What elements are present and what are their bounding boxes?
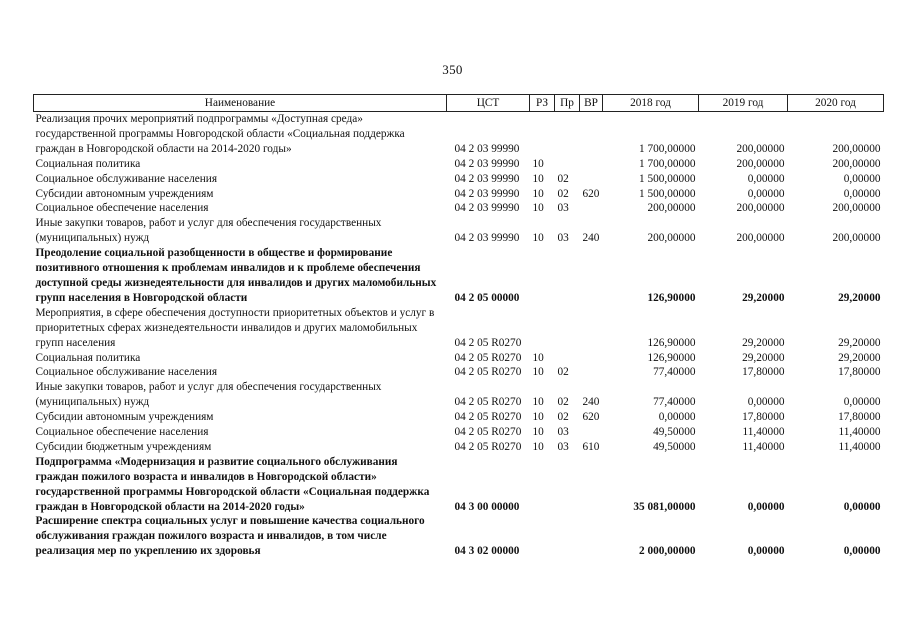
cell-vr: 620 [582,411,600,424]
cell-2018: 126,90000 [647,351,696,364]
page-number: 350 [442,62,463,77]
cell-cst: 04 2 05 R0270 [454,396,522,409]
cell-2018: 49,50000 [653,440,696,453]
cell-rz: 10 [532,396,544,409]
cell-2020: 17,80000 [838,366,881,379]
cell-2020: 200,00000 [832,142,881,155]
table-row [34,455,884,515]
header-2019: 2019 год [699,95,788,112]
header-pr: Пр [555,95,580,112]
cell-cst: 04 2 03 99990 [454,142,520,155]
cell-2020: 200,00000 [832,232,881,245]
cell-rz [530,455,555,515]
cell-pr [555,112,580,157]
table-header-row [34,95,884,112]
table-row [34,112,884,157]
cell-rz [530,306,555,351]
cell-pr: 02 [557,187,569,200]
cell-2019: 29,20000 [742,291,785,304]
cell-pr: 02 [557,411,569,424]
cell-vr [580,425,603,440]
cell-2018: 2 000,00000 [639,545,696,558]
cell-2018: 0,00000 [658,411,696,424]
header-2018: 2018 год [603,95,699,112]
cell-name: Иные закупки товаров, работ и услуг для обеспечения государственных (муниципальных) нужд [35,217,382,245]
cell-name: Социальное обслуживание населения [35,366,218,379]
cell-pr [555,306,580,351]
table-row [34,425,884,440]
table-body [34,112,884,560]
cell-name: Субсидии автономным учреждениям [35,411,214,424]
cell-cst: 04 2 03 99990 [454,187,520,200]
table-row [34,172,884,187]
cell-rz: 10 [532,440,544,453]
cell-rz: 10 [532,157,544,170]
cell-vr [580,351,603,366]
cell-2019: 0,00000 [747,500,785,513]
cell-cst: 04 2 03 99990 [454,172,520,185]
table-row [34,514,884,559]
cell-2019: 200,00000 [736,202,785,215]
cell-cst: 04 2 03 99990 [454,202,520,215]
cell-2020: 0,00000 [843,172,881,185]
table-row [34,187,884,202]
header-vr: ВР [580,95,603,112]
cell-cst: 04 2 05 00000 [454,291,520,304]
cell-name: Субсидии бюджетным учреждениям [35,440,212,453]
budget-table [33,94,884,559]
cell-vr [580,365,603,380]
cell-cst: 04 2 03 99990 [454,232,520,245]
cell-pr [555,455,580,515]
cell-pr: 03 [557,202,569,215]
cell-2018: 200,00000 [647,202,696,215]
cell-2019: 200,00000 [736,232,785,245]
cell-name: Преодоление социальной разобщенности в обществе и формирование позитивного отношения к проблемам инвалидов и к проблеме обеспечения доступной среды жизнедеятельности для инвалидов и других маломобильных групп населения в Новгородской области [35,247,437,304]
cell-vr: 620 [582,187,600,200]
cell-cst: 04 2 05 R0270 [454,411,522,424]
cell-2020: 29,20000 [838,351,881,364]
cell-name: Иные закупки товаров, работ и услуг для обеспечения государственных (муниципальных) нужд [35,381,382,409]
header-rz: РЗ [530,95,555,112]
cell-2019: 0,00000 [747,172,785,185]
cell-vr [580,514,603,559]
cell-cst: 04 2 05 R0270 [454,366,522,379]
cell-name: Мероприятия, в сфере обеспечения доступности приоритетных объектов и услуг в приоритетных сферах жизнедеятельности инвалидов и других маломобильных групп населения [35,306,435,349]
table-row [34,201,884,216]
cell-2019: 29,20000 [742,336,785,349]
cell-2020: 0,00000 [843,500,881,513]
cell-pr: 03 [557,426,569,439]
cell-vr [580,455,603,515]
cell-2019: 0,00000 [747,396,785,409]
cell-rz: 10 [532,172,544,185]
cell-name: Социальное обеспечение населения [35,202,209,215]
cell-vr: 240 [582,396,600,409]
cell-name: Социальная политика [35,351,141,364]
header-2020: 2020 год [788,95,884,112]
cell-pr [555,514,580,559]
cell-cst: 04 2 05 R0270 [454,336,522,349]
cell-2019: 200,00000 [736,157,785,170]
table-row [34,157,884,172]
cell-2020: 0,00000 [843,396,881,409]
cell-2019: 200,00000 [736,142,785,155]
cell-pr: 02 [557,396,569,409]
cell-2019: 11,40000 [742,426,785,439]
cell-name: Субсидии автономным учреждениям [35,187,214,200]
cell-2019: 11,40000 [742,440,785,453]
cell-2020: 0,00000 [843,545,881,558]
cell-vr [580,157,603,172]
cell-rz: 10 [532,426,544,439]
cell-rz: 10 [532,411,544,424]
cell-name: Реализация прочих мероприятий подпрограммы «Доступная среда» государственной программы Новгородской области «Социальная поддержка граждан в Новгородской области на 2014-2020 годы» [35,113,405,155]
cell-pr [555,157,580,172]
cell-cst: 04 3 02 00000 [454,545,520,558]
cell-rz: 10 [532,232,544,245]
cell-name: Социальное обеспечение населения [35,426,209,439]
cell-pr: 03 [557,232,569,245]
cell-2018: 126,90000 [647,336,696,349]
cell-cst: 04 2 05 R0270 [454,351,522,364]
table-row [34,440,884,455]
cell-cst: 04 2 05 R0270 [454,440,522,453]
header-name: Наименование [34,95,447,112]
cell-name: Социальное обслуживание населения [35,172,218,185]
cell-2020: 200,00000 [832,157,881,170]
cell-2018: 1 700,00000 [639,157,696,170]
table-row [34,351,884,366]
cell-vr: 610 [582,440,600,453]
cell-2018: 1 700,00000 [639,142,696,155]
cell-rz: 10 [532,351,544,364]
cell-vr [580,172,603,187]
cell-rz: 10 [532,366,544,379]
cell-cst: 04 3 00 00000 [454,500,520,513]
cell-2020: 29,20000 [838,291,881,304]
cell-rz [530,514,555,559]
cell-vr: 240 [582,232,600,245]
table-row [34,410,884,425]
cell-vr [580,201,603,216]
cell-name: Расширение спектра социальных услуг и повышение качества социального обслуживания граждан пожилого возраста и инвалидов, в том числе реализация мер по укреплению их здоровья [35,515,425,558]
cell-2019: 29,20000 [742,351,785,364]
cell-rz [530,112,555,157]
table-row [34,306,884,351]
cell-2018: 77,40000 [653,396,696,409]
cell-cst: 04 2 03 99990 [454,157,520,170]
cell-2020: 200,00000 [832,202,881,215]
cell-vr [580,306,603,351]
cell-2018: 49,50000 [653,426,696,439]
cell-pr: 03 [557,440,569,453]
cell-pr [555,246,580,306]
cell-2020: 29,20000 [838,336,881,349]
cell-pr: 02 [557,172,569,185]
cell-pr [555,351,580,366]
cell-2018: 1 500,00000 [639,172,696,185]
cell-rz: 10 [532,187,544,200]
cell-rz: 10 [532,202,544,215]
cell-name: Социальная политика [35,157,141,170]
cell-2018: 200,00000 [647,232,696,245]
cell-2018: 35 081,00000 [633,500,696,513]
cell-name: Подпрограмма «Модернизация и развитие социального обслуживания граждан пожилого возраста и инвалидов в Новгородской области» государственной программы Новгородской области «Социальная поддержка граждан в Новгородской области на 2014-2020 годы» [35,455,430,513]
cell-2019: 0,00000 [747,187,785,200]
table-row [34,246,884,306]
table-row [34,380,884,410]
cell-2019: 17,80000 [742,366,785,379]
cell-2019: 0,00000 [747,545,785,558]
cell-2019: 17,80000 [742,411,785,424]
table-row [34,365,884,380]
cell-2020: 11,40000 [838,426,881,439]
cell-2018: 77,40000 [653,366,696,379]
cell-pr: 02 [557,366,569,379]
cell-2018: 1 500,00000 [639,187,696,200]
cell-vr [580,112,603,157]
cell-rz [530,246,555,306]
cell-vr [580,246,603,306]
cell-2020: 11,40000 [838,440,881,453]
cell-2018: 126,90000 [647,291,696,304]
cell-2020: 0,00000 [843,187,881,200]
header-cst: ЦСТ [447,95,530,112]
cell-2020: 17,80000 [838,411,881,424]
cell-cst: 04 2 05 R0270 [454,426,522,439]
table-row [34,216,884,246]
